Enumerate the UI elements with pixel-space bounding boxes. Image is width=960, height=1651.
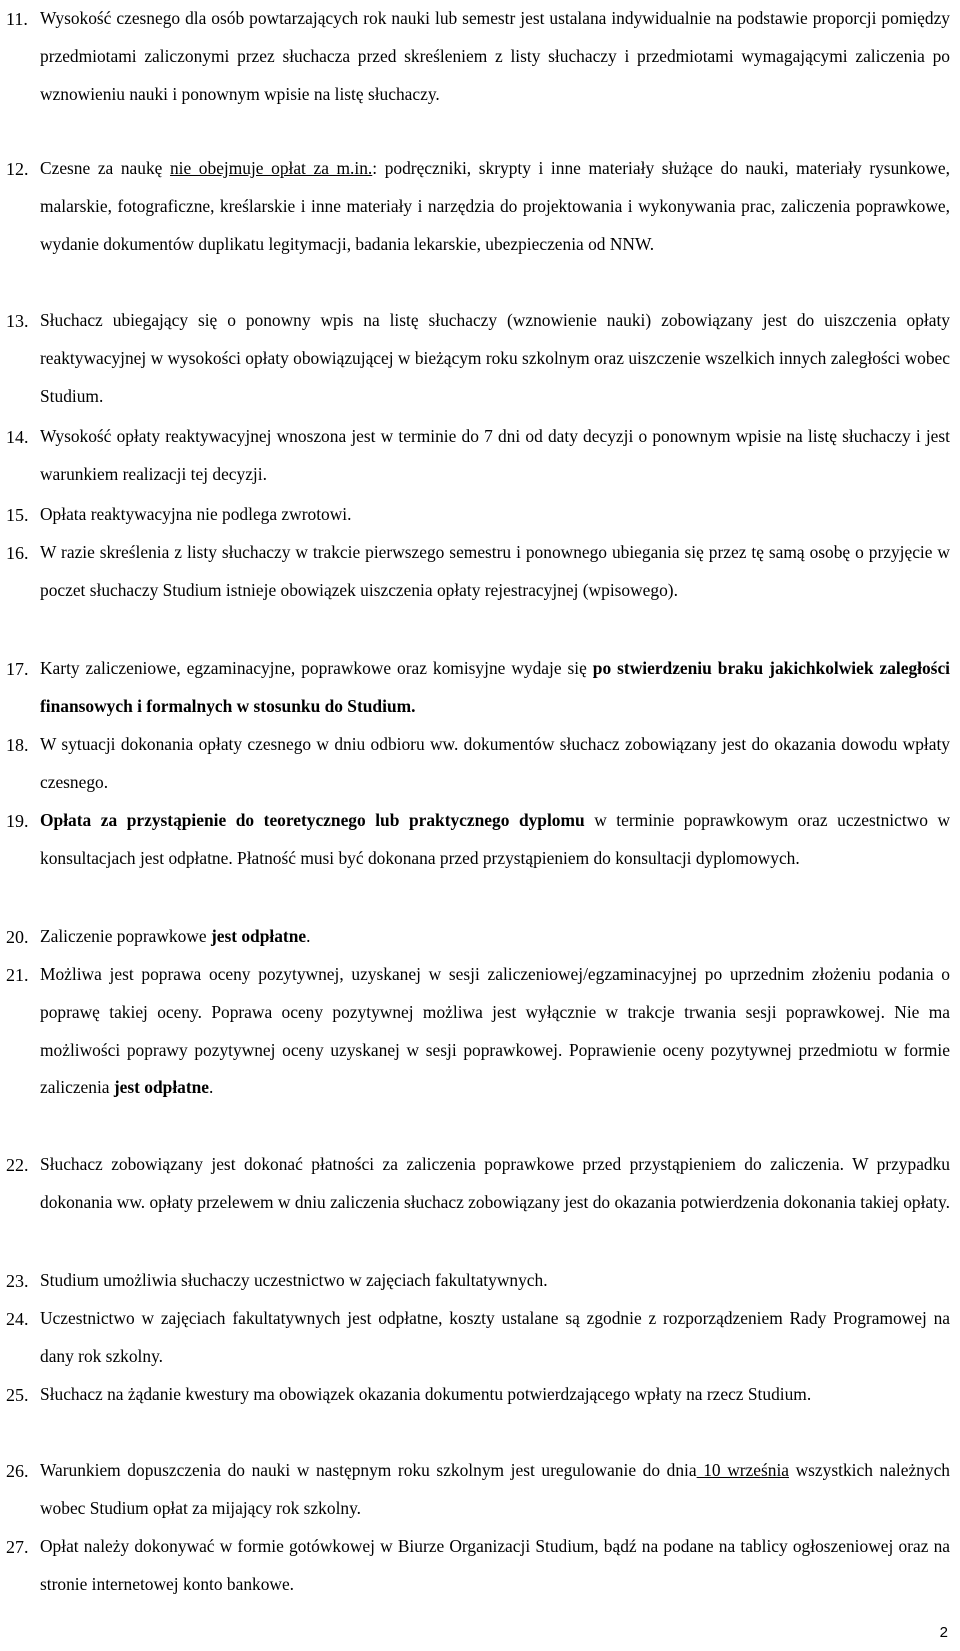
item-number: 11. (6, 9, 28, 29)
item-number: 17. (6, 659, 29, 679)
underlined-text: 10 września (696, 1460, 789, 1480)
item-number: 22. (6, 1155, 29, 1175)
item-text (40, 496, 950, 534)
item-text (40, 1452, 950, 1528)
text-run: Opłat należy dokonywać w formie gotówkowej w Biurze Organizacji Studium, bądź na podane na tablicy ogłoszeniowej oraz na stronie internetowej konto bankowe. (40, 1536, 950, 1594)
item-text (40, 418, 950, 494)
item-number: 24. (6, 1309, 29, 1329)
item-text (40, 956, 950, 1107)
bold-text: Opłata za przystąpienie do teoretycznego lub praktycznego dyplomu (40, 810, 585, 830)
text-run: : podręczniki, skrypty i inne materiały służące do nauki, materiały rysunkowe, malarskie, fotograficzne, kreślarskie i inne materiały i narzędzia do projektowania i wykonywania prac, zaliczenia poprawkowe, wydanie dokumentów duplikatu legitymacji, badania lekarskie, ubezpieczenia od NNW. (40, 158, 950, 254)
item-number: 14. (6, 427, 29, 447)
text-run: wszystkich należnych wobec Studium opłat za mijający rok szkolny. (40, 1460, 950, 1518)
item-text (40, 1300, 950, 1376)
text-run: Wysokość opłaty reaktywacyjnej wnoszona jest w terminie do 7 dni od daty decyzji o ponownym wpisie na listę słuchaczy i jest warunkiem realizacji tej decyzji. (40, 426, 950, 484)
item-number: 23. (6, 1271, 29, 1291)
text-run: w terminie poprawkowym oraz uczestnictwo w konsultacjach jest odpłatne. Płatność musi być dokonana przed przystąpieniem do konsultacji dyplomowych. (40, 810, 951, 868)
item-number: 18. (6, 735, 29, 755)
text-run: Słuchacz zobowiązany jest dokonać płatności za zaliczenia poprawkowe przed przystąpieniem do zaliczenia. W przypadku dokonania ww. opłaty przelewem w dniu zaliczenia słuchacz zobowiązany jest do okazania potwierdzenia dokonania takiej opłaty. (40, 1154, 950, 1212)
text-run: . (209, 1077, 214, 1098)
item-text (40, 650, 950, 726)
item-number: 21. (6, 965, 29, 985)
text-run: Słuchacz ubiegający się o ponowny wpis na listę słuchaczy (wznowienie nauki) zobowiązany jest do uiszczenia opłaty reaktywacyjnej w wysokości opłaty obowiązującej w bieżącym roku szkolnym oraz uiszczenie wszelkich innych zaległości wobec Studium. (40, 310, 950, 406)
text-run: W sytuacji dokonania opłaty czesnego w dniu odbioru ww. dokumentów słuchacz zobowiązany jest do okazania dowodu wpłaty czesnego. (40, 734, 950, 792)
item-text (40, 726, 950, 802)
item-text (40, 302, 950, 415)
text-run: W razie skreślenia z listy słuchaczy w trakcie pierwszego semestru i ponownego ubiegania się przez tę samą osobę o przyjęcie w poczet słuchaczy Studium istnieje obowiązek uiszczenia opłaty rejestracyjnej (wpisowego). (40, 542, 950, 600)
item-number: 13. (6, 311, 29, 331)
item-number: 15. (6, 505, 29, 525)
text-run: Warunkiem dopuszczenia do nauki w następnym roku szkolnym jest uregulowanie do dnia (40, 1460, 697, 1480)
item-number: 26. (6, 1461, 29, 1481)
item-number: 19. (6, 811, 29, 831)
text-run: Karty zaliczeniowe, egzaminacyjne, poprawkowe oraz komisyjne wydaje się (40, 658, 593, 678)
underlined-text: nie obejmuje opłat za m.in. (169, 158, 373, 178)
item-number: 25. (6, 1385, 29, 1405)
text-run: Możliwa jest poprawa oceny pozytywnej, uzyskanej w sesji zaliczeniowej/egzaminacyjnej po uprzednim złożeniu podania o poprawę takiej oceny. Poprawa oceny pozytywnej możliwa jest wyłącznie w trakcje trwania sesji poprawkowej. Nie ma możliwości poprawy pozytywnej oceny uzyskanej w sesji poprawkowej. Poprawienie oceny pozytywnej przedmiotu w formie zaliczenia (40, 964, 950, 1098)
text-run: Słuchacz na żądanie kwestury ma obowiązek okazania dokumentu potwierdzającego wpłaty na rzecz Studium. (40, 1384, 812, 1404)
text-run: Uczestnictwo w zajęciach fakultatywnych jest odpłatne, koszty ustalane są zgodnie z rozporządzeniem Rady Programowej na dany rok szkolny. (40, 1308, 950, 1366)
item-text (40, 1262, 950, 1300)
text-run: Czesne za naukę (40, 158, 170, 178)
item-text (40, 1528, 950, 1604)
item-text (40, 802, 950, 878)
item-text (40, 150, 950, 263)
bold-text: jest odpłatne (210, 926, 307, 946)
page-number: 2 (939, 1624, 948, 1641)
item-text (40, 1376, 950, 1414)
text-run: . (306, 926, 311, 946)
text-run: Opłata reaktywacyjna nie podlega zwrotowi. (40, 504, 352, 524)
item-number: 12. (6, 159, 29, 179)
text-run: Zaliczenie poprawkowe (40, 926, 211, 946)
item-number: 20. (6, 927, 29, 947)
text-run: Studium umożliwia słuchaczy uczestnictwo w zajęciach fakultatywnych. (40, 1270, 548, 1290)
bold-text: po stwierdzeniu braku jakichkolwiek zaległości finansowych i formalnych w stosunku do Studium. (40, 658, 950, 716)
bold-text: jest odpłatne (113, 1077, 210, 1098)
item-number: 16. (6, 543, 29, 563)
item-text (40, 1146, 950, 1222)
item-text (40, 0, 950, 113)
text-run: Wysokość czesnego dla osób powtarzających rok nauki lub semestr jest ustalana indywidualnie na podstawie proporcji pomiędzy przedmiotami zaliczonymi przez słuchacza przed skreśleniem z listy słuchaczy i przedmiotami wymagającymi zaliczenia po wznowieniu nauki i ponownym wpisie na listę słuchaczy. (40, 8, 950, 104)
item-number: 27. (6, 1537, 29, 1557)
item-text (40, 534, 950, 610)
item-text (40, 918, 950, 956)
